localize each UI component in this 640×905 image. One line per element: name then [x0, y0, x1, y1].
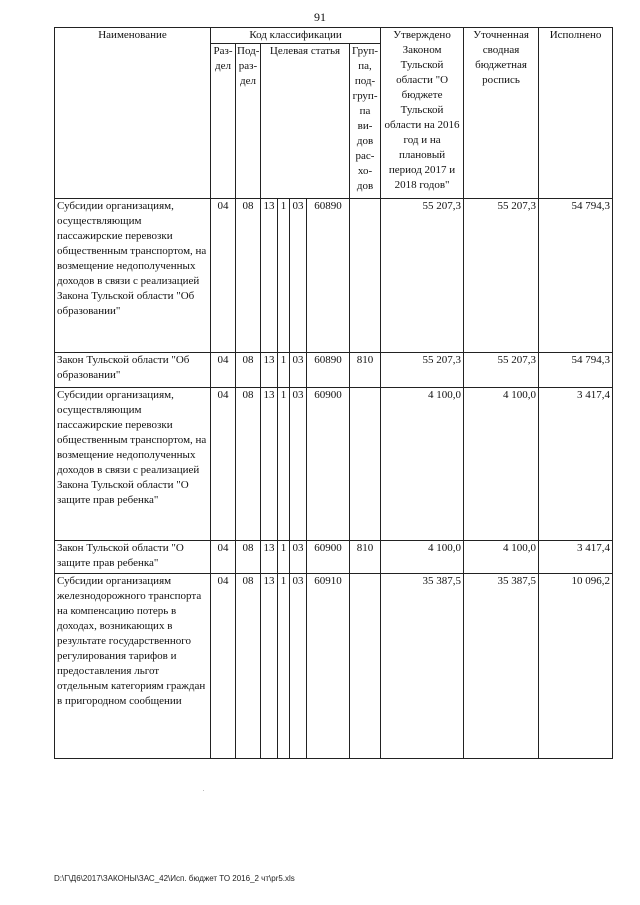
page-number: 91: [314, 10, 326, 24]
row-approved: 55 207,3: [381, 353, 464, 388]
row-executed: 3 417,4: [539, 541, 613, 574]
header-approved: Утверждено Законом Тульской области "О бюджете Тульской области на 2016 год и на плановый период 2017 и 2018 годов": [381, 28, 464, 199]
row-section: 04: [211, 574, 236, 759]
row-name: Закон Тульской области "О защите прав ребенка": [55, 541, 211, 574]
row-target-part-4: 60900: [307, 388, 350, 541]
header-section: Раз-дел: [211, 44, 236, 199]
header-expense-group: Груп-па, под-груп-па ви-дов рас-хо-дов: [350, 44, 381, 199]
row-subsection: 08: [236, 388, 261, 541]
header-name: Наименование: [55, 28, 211, 199]
row-name: Субсидии организациям, осуществляющим пассажирские перевозки общественным транспортом, на возмещение недополученных доходов в связи с реализацией Закона Тульской области "Об образовании": [55, 199, 211, 353]
row-target-part-4: 60900: [307, 541, 350, 574]
row-section: 04: [211, 199, 236, 353]
row-target-part-3: 03: [290, 353, 307, 388]
row-section: 04: [211, 541, 236, 574]
row-approved: 4 100,0: [381, 388, 464, 541]
row-refined: 4 100,0: [464, 541, 539, 574]
row-name: Субсидии организациям железнодорожного транспорта на компенсацию потерь в доходах, возникающих в результате государственного регулирования тарифов и предоставления льгот отдельным категориям граждан в пригородном сообщении: [55, 574, 211, 759]
row-refined: 35 387,5: [464, 574, 539, 759]
row-target-part-1: 13: [261, 388, 278, 541]
header-target-article: Целевая статья: [261, 44, 350, 199]
row-refined: 4 100,0: [464, 388, 539, 541]
row-refined: 55 207,3: [464, 353, 539, 388]
row-subsection: 08: [236, 541, 261, 574]
row-expense-group: 810: [350, 353, 381, 388]
table-row: [55, 353, 613, 388]
row-target-part-1: 13: [261, 353, 278, 388]
row-subsection: 08: [236, 199, 261, 353]
row-target-part-4: 60890: [307, 199, 350, 353]
row-approved: 35 387,5: [381, 574, 464, 759]
row-section: 04: [211, 353, 236, 388]
row-target-part-3: 03: [290, 199, 307, 353]
header-row-1: [55, 28, 613, 44]
row-target-part-1: 13: [261, 574, 278, 759]
row-expense-group: [350, 199, 381, 353]
header-executed: Исполнено: [539, 28, 613, 199]
header-subsection: Под-раз-дел: [236, 44, 261, 199]
row-target-part-3: 03: [290, 574, 307, 759]
row-expense-group: 810: [350, 541, 381, 574]
row-refined: 55 207,3: [464, 199, 539, 353]
row-executed: 54 794,3: [539, 199, 613, 353]
row-executed: 54 794,3: [539, 353, 613, 388]
table-row: [55, 388, 613, 541]
row-expense-group: [350, 574, 381, 759]
row-executed: 3 417,4: [539, 388, 613, 541]
table-row: [55, 574, 613, 759]
header-refined: Уточненная сводная бюджетная роспись: [464, 28, 539, 199]
row-approved: 55 207,3: [381, 199, 464, 353]
row-executed: 10 096,2: [539, 574, 613, 759]
row-expense-group: [350, 388, 381, 541]
row-subsection: 08: [236, 574, 261, 759]
row-target-part-3: 03: [290, 541, 307, 574]
budget-table: [54, 27, 613, 759]
row-name: Субсидии организациям, осуществляющим пассажирские перевозки общественным транспортом, на возмещение недополученных доходов в связи с реализацией Закона Тульской области "О защите прав ребенка": [55, 388, 211, 541]
row-subsection: 08: [236, 353, 261, 388]
row-target-part-3: 03: [290, 388, 307, 541]
row-name: Закон Тульской области "Об образовании": [55, 353, 211, 388]
table-row: [55, 199, 613, 353]
row-target-part-1: 13: [261, 199, 278, 353]
row-target-part-4: 60910: [307, 574, 350, 759]
row-target-part-2: 1: [278, 388, 290, 541]
header-classification-code: Код классификации: [211, 28, 381, 44]
row-section: 04: [211, 388, 236, 541]
row-target-part-2: 1: [278, 541, 290, 574]
row-target-part-2: 1: [278, 574, 290, 759]
row-target-part-2: 1: [278, 199, 290, 353]
row-target-part-2: 1: [278, 353, 290, 388]
row-target-part-1: 13: [261, 541, 278, 574]
file-path-footer: D:\Г\Д6\2017\ЗАКОНЫ\ЗАС_42\Исп. бюджет ТО 2016_2 чт\pr5.xls: [54, 874, 295, 883]
row-target-part-4: 60890: [307, 353, 350, 388]
table-row: [55, 541, 613, 574]
scan-speck: [203, 790, 204, 791]
row-approved: 4 100,0: [381, 541, 464, 574]
